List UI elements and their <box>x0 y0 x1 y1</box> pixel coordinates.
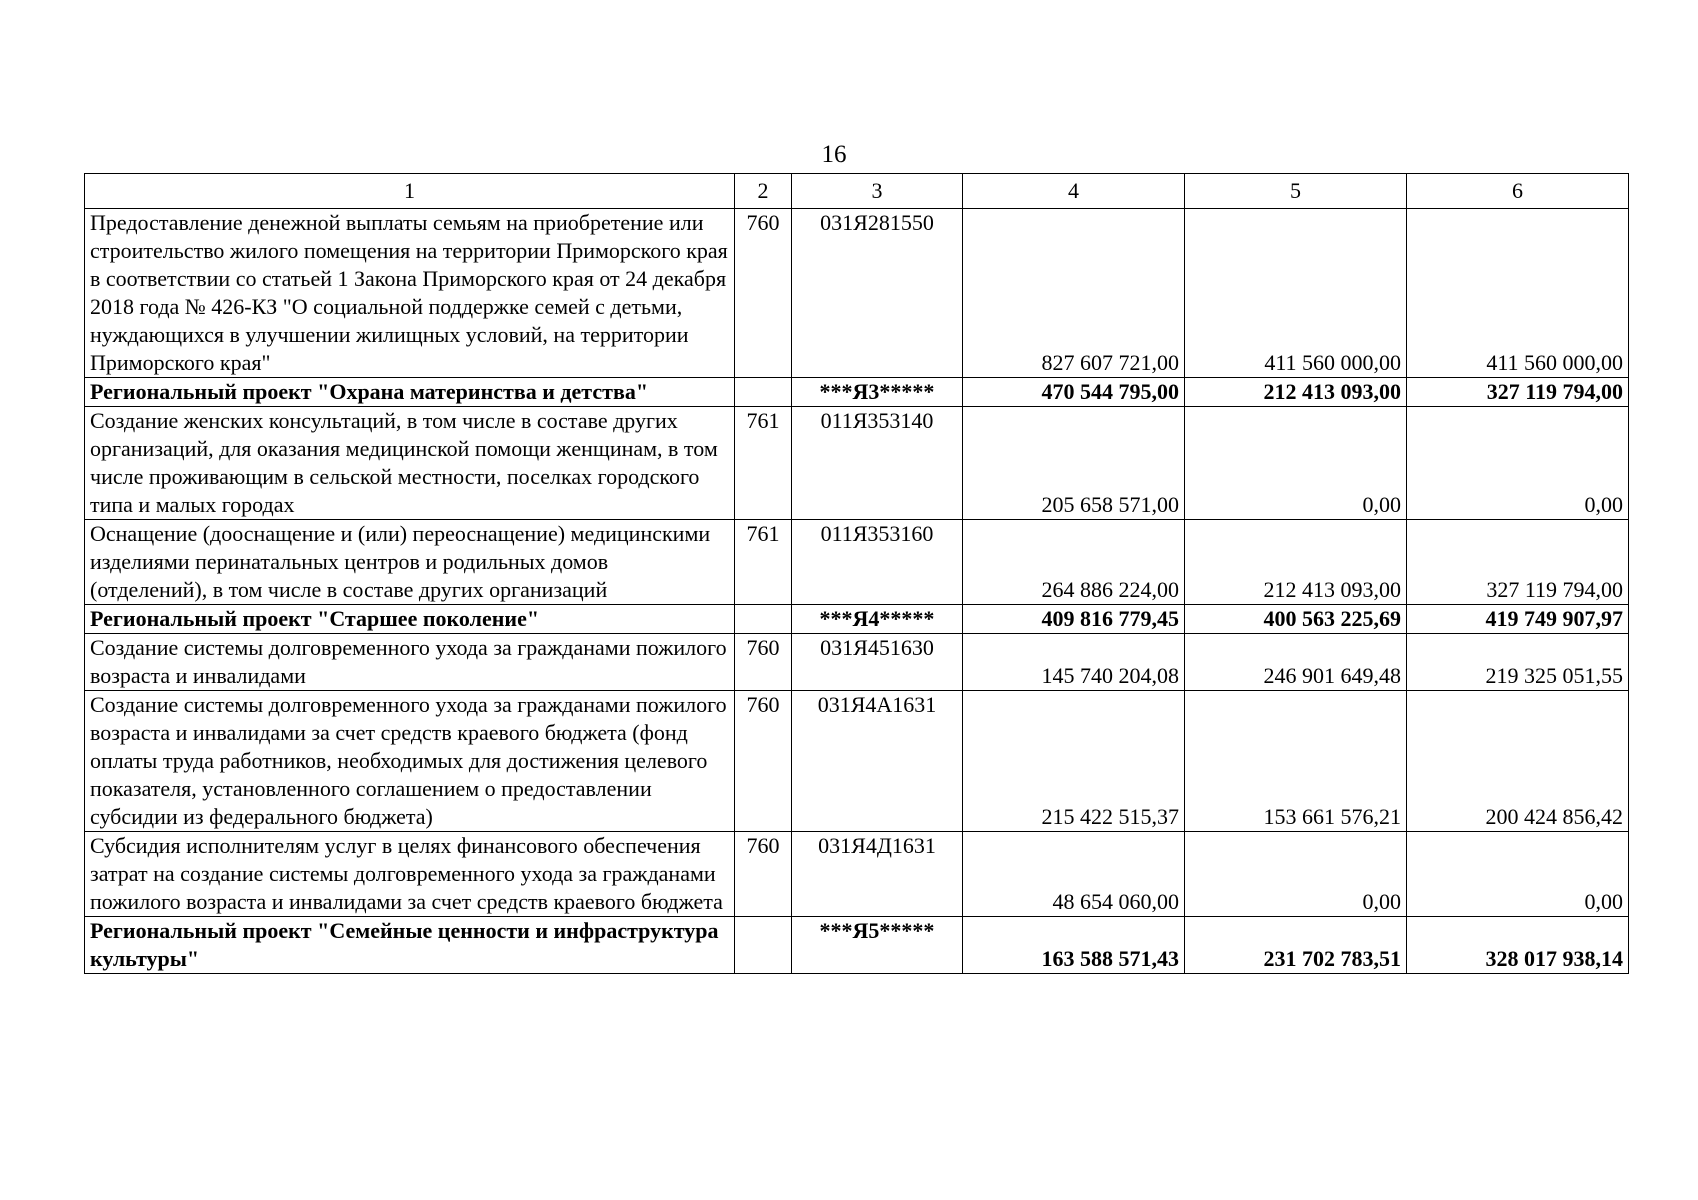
row-name: Создание системы долговременного ухода за гражданами пожилого возраста и инвалидами <box>85 634 735 691</box>
row-value-col4: 264 886 224,00 <box>963 520 1185 605</box>
row-grbs-code <box>735 378 792 407</box>
row-value-col5: 212 413 093,00 <box>1185 378 1407 407</box>
table-row <box>85 407 1629 520</box>
row-value-col6: 0,00 <box>1407 407 1629 520</box>
row-target-code: 031Я451630 <box>792 634 963 691</box>
row-grbs-code: 760 <box>735 209 792 378</box>
row-value-col6: 328 017 938,14 <box>1407 917 1629 974</box>
row-grbs-code: 761 <box>735 407 792 520</box>
row-value-col4: 215 422 515,37 <box>963 691 1185 832</box>
row-grbs-code <box>735 605 792 634</box>
page-number-text: 16 <box>821 141 847 168</box>
row-target-code: 011Я353140 <box>792 407 963 520</box>
row-name: Субсидия исполнителям услуг в целях финансового обеспечения затрат на создание системы долговременного ухода за гражданами пожилого возраста и инвалидами за счет средств краевого бюджета <box>85 832 735 917</box>
table-row-project <box>85 378 1629 407</box>
row-target-code: ***Я3***** <box>792 378 963 407</box>
row-grbs-code: 761 <box>735 520 792 605</box>
row-target-code: 031Я281550 <box>792 209 963 378</box>
row-value-col6: 200 424 856,42 <box>1407 691 1629 832</box>
row-target-code: ***Я5***** <box>792 917 963 974</box>
column-header-1: 1 <box>85 174 735 209</box>
row-value-col5: 212 413 093,00 <box>1185 520 1407 605</box>
row-grbs-code: 760 <box>735 832 792 917</box>
table-row <box>85 691 1629 832</box>
row-name: Оснащение (дооснащение и (или) переоснащение) медицинскими изделиями перинатальных центров и родильных домов (отделений), в том числе в составе других организаций <box>85 520 735 605</box>
row-value-col6: 327 119 794,00 <box>1407 378 1629 407</box>
row-grbs-code: 760 <box>735 634 792 691</box>
row-value-col4: 48 654 060,00 <box>963 832 1185 917</box>
row-value-col4: 470 544 795,00 <box>963 378 1185 407</box>
table-row-project <box>85 605 1629 634</box>
budget-table <box>84 173 1629 974</box>
table-row <box>85 832 1629 917</box>
row-name: Региональный проект "Старшее поколение" <box>85 605 735 634</box>
table-row <box>85 634 1629 691</box>
row-value-col5: 0,00 <box>1185 832 1407 917</box>
row-value-col6: 419 749 907,97 <box>1407 605 1629 634</box>
row-grbs-code: 760 <box>735 691 792 832</box>
row-value-col6: 0,00 <box>1407 832 1629 917</box>
row-target-code: 031Я4А1631 <box>792 691 963 832</box>
column-header-4: 4 <box>963 174 1185 209</box>
row-name: Создание женских консультаций, в том числе в составе других организаций, для оказания медицинской помощи женщинам, в том числе проживающим в сельской местности, поселках городского типа и малых городах <box>85 407 735 520</box>
row-value-col6: 327 119 794,00 <box>1407 520 1629 605</box>
row-value-col4: 205 658 571,00 <box>963 407 1185 520</box>
row-value-col5: 0,00 <box>1185 407 1407 520</box>
column-header-5: 5 <box>1185 174 1407 209</box>
row-name: Создание системы долговременного ухода за гражданами пожилого возраста и инвалидами за счет средств краевого бюджета (фонд оплаты труда работников, необходимых для достижения целевого показателя, установленного соглашением о предоставлении субсидии из федерального бюджета) <box>85 691 735 832</box>
row-target-code: 011Я353160 <box>792 520 963 605</box>
row-value-col5: 411 560 000,00 <box>1185 209 1407 378</box>
column-header-2: 2 <box>735 174 792 209</box>
row-value-col4: 827 607 721,00 <box>963 209 1185 378</box>
table-row-project <box>85 917 1629 974</box>
row-value-col4: 409 816 779,45 <box>963 605 1185 634</box>
row-value-col5: 246 901 649,48 <box>1185 634 1407 691</box>
table-row <box>85 520 1629 605</box>
row-value-col5: 153 661 576,21 <box>1185 691 1407 832</box>
table-row <box>85 209 1629 378</box>
row-name: Региональный проект "Семейные ценности и инфраструктура культуры" <box>85 917 735 974</box>
row-value-col6: 411 560 000,00 <box>1407 209 1629 378</box>
row-value-col4: 163 588 571,43 <box>963 917 1185 974</box>
row-name: Региональный проект "Охрана материнства и детства" <box>85 378 735 407</box>
row-value-col5: 400 563 225,69 <box>1185 605 1407 634</box>
row-grbs-code <box>735 917 792 974</box>
row-value-col5: 231 702 783,51 <box>1185 917 1407 974</box>
row-target-code: 031Я4Д1631 <box>792 832 963 917</box>
row-target-code: ***Я4***** <box>792 605 963 634</box>
table-header-row <box>85 174 1629 209</box>
column-header-6: 6 <box>1407 174 1629 209</box>
column-header-3: 3 <box>792 174 963 209</box>
row-value-col4: 145 740 204,08 <box>963 634 1185 691</box>
row-name: Предоставление денежной выплаты семьям на приобретение или строительство жилого помещения на территории Приморского края в соответствии со статьей 1 Закона Приморского края от 24 декабря 2018 года № 426-КЗ "О социальной поддержке семей с детьми, нуждающихся в улучшении жилищных условий, на территории Приморского края" <box>85 209 735 378</box>
row-value-col6: 219 325 051,55 <box>1407 634 1629 691</box>
page-number <box>0 141 1698 169</box>
